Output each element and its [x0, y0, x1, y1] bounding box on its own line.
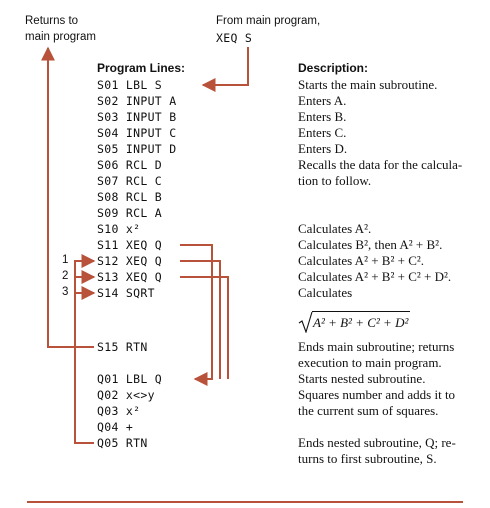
description-line: Enters C.	[298, 125, 347, 140]
description-line: Calculates B², then A² + B².	[298, 237, 443, 252]
program-line: S12 XEQ Q	[97, 254, 163, 268]
description-line: Enters A.	[298, 93, 347, 108]
description-header: Description:	[298, 61, 369, 75]
program-line: S08 RCL B	[97, 190, 163, 204]
program-line: S02 INPUT A	[97, 94, 177, 108]
program-line: Q03 x²	[97, 404, 141, 418]
program-line: S05 INPUT D	[97, 142, 177, 156]
return-line-1	[75, 261, 94, 443]
call-number: 3	[62, 286, 69, 298]
radicand: A² + B² + C² + D²	[313, 315, 409, 330]
description-line: Starts nested subroutine.	[298, 371, 426, 386]
from-callout-line1: From main program,	[216, 15, 321, 27]
description-line: Ends main subroutine; returns	[298, 339, 455, 354]
call-arrow-1	[180, 245, 212, 379]
return-main-arrow	[48, 48, 94, 347]
description-line: Enters D.	[298, 141, 348, 156]
program-line: S10 x²	[97, 222, 141, 236]
description-line: Ends nested subroutine, Q; re-	[298, 435, 456, 450]
description-line: Calculates A² + B² + C² + D².	[298, 269, 452, 284]
program-line: S09 RCL A	[97, 206, 163, 220]
call-arrow-2	[180, 261, 220, 379]
description-line: turns to first subroutine, S.	[298, 451, 437, 466]
program-line: S15 RTN	[97, 340, 148, 354]
description-line: tion to follow.	[298, 173, 372, 188]
program-line: Q05 RTN	[97, 436, 148, 450]
program-line: Q01 LBL Q	[97, 372, 163, 386]
program-line: S04 INPUT C	[97, 126, 177, 140]
enter-s-arrow	[203, 47, 248, 85]
description-line: the current sum of squares.	[298, 403, 439, 418]
program-line: S03 INPUT B	[97, 110, 177, 124]
call-number: 1	[62, 254, 69, 266]
description-line: Starts the main subroutine.	[298, 77, 438, 92]
call-number: 2	[62, 270, 69, 282]
from-callout-line2: XEQ S	[216, 31, 253, 45]
program-line: Q02 x<>y	[97, 388, 155, 402]
description-line: Calculates A² + B² + C².	[298, 253, 425, 268]
description-line: Calculates	[298, 285, 353, 300]
description-line: Enters B.	[298, 109, 347, 124]
program-line: S14 SQRT	[97, 286, 155, 300]
returns-callout-line1: Returns to	[25, 15, 79, 27]
program-line: Q04 +	[97, 420, 134, 434]
description-line: Recalls the data for the calcula-	[298, 157, 463, 172]
program-line: S06 RCL D	[97, 158, 163, 172]
returns-callout-line2: main program	[25, 31, 96, 43]
description-line: execution to main program.	[298, 355, 442, 370]
program-line: S11 XEQ Q	[97, 238, 163, 252]
program-line: S13 XEQ Q	[97, 270, 163, 284]
description-line: Squares number and adds it to	[298, 387, 456, 402]
description-line: Calculates A².	[298, 221, 372, 236]
bottom-rule	[27, 501, 463, 503]
program-line: S01 LBL S	[97, 78, 163, 92]
program-lines-header: Program Lines:	[97, 61, 186, 75]
program-line: S07 RCL C	[97, 174, 163, 188]
